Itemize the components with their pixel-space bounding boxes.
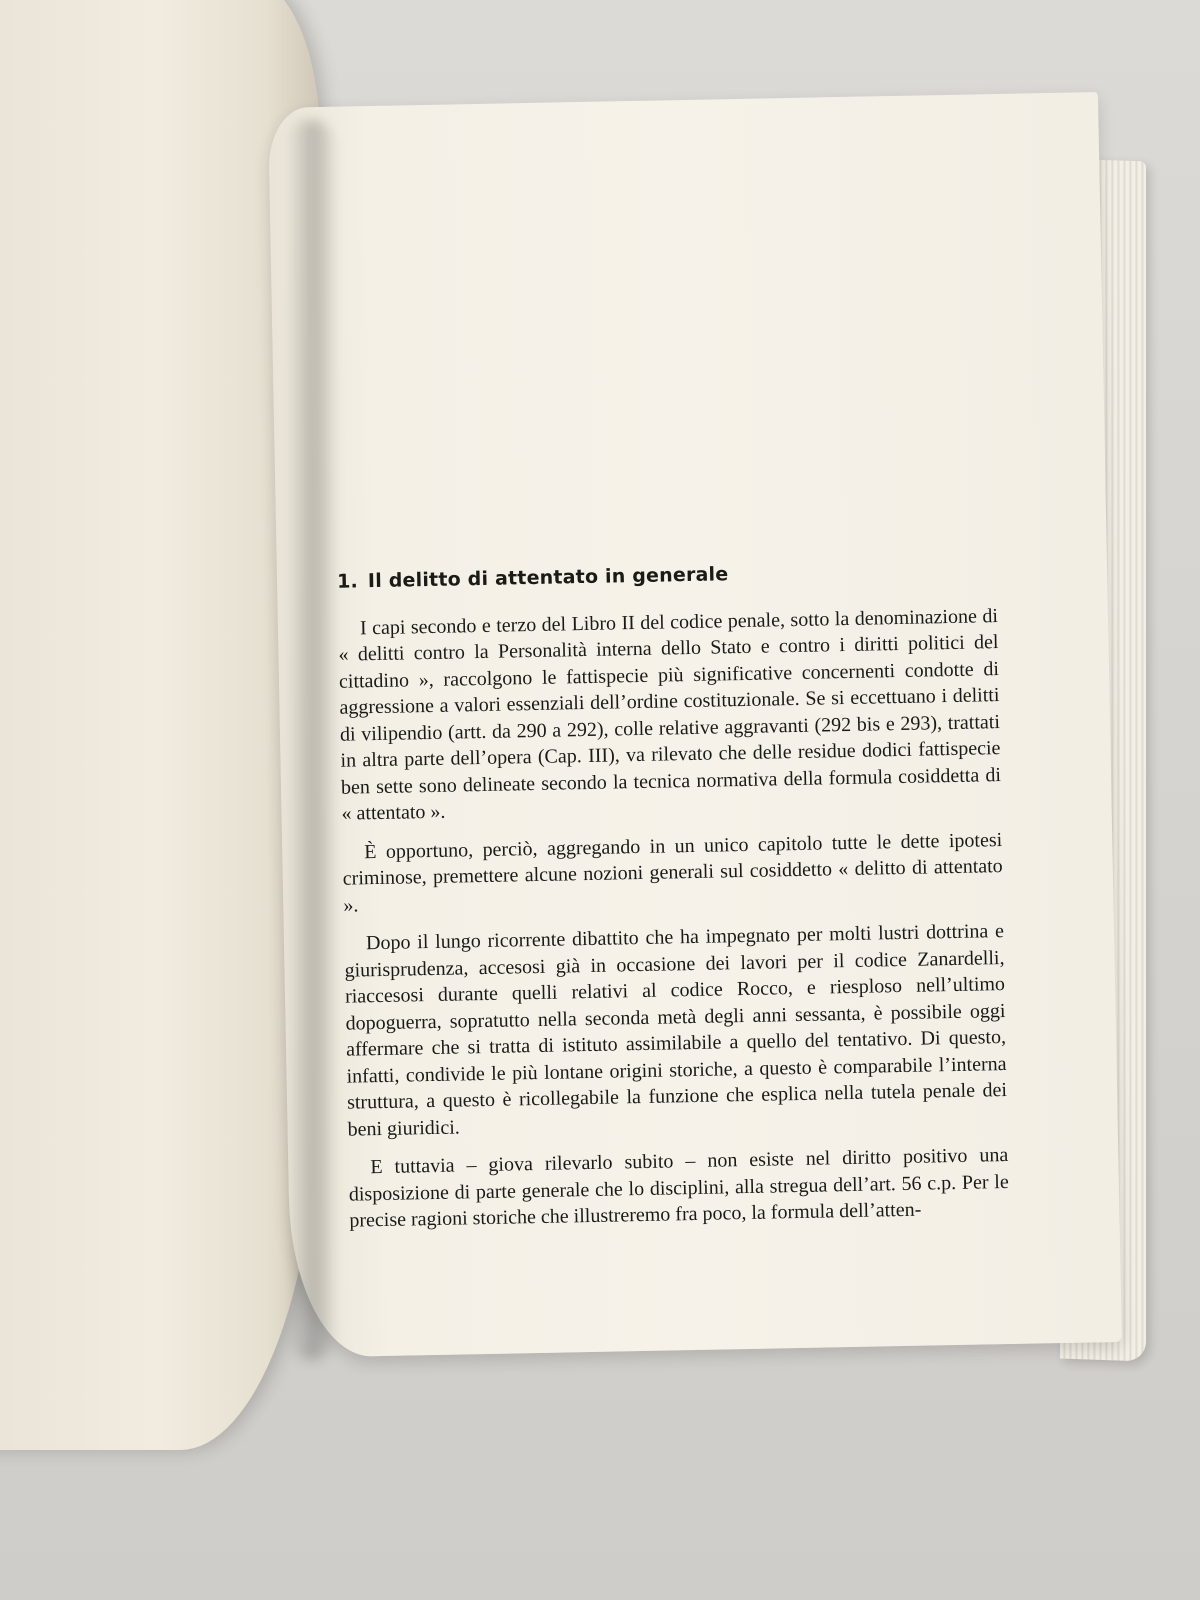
section-number: 1. (336, 570, 359, 593)
paragraph-3: Dopo il lungo ricorrente dibattito che ha impegnato per molti lustri dottrina e giurisprudenza, accesosi già in occasione dei lavori per il codice Zanardelli, riaccesosi durante quelli relativi al codice Rocco, e riesploso nell’ultimo dopoguerra, sopratutto nella seconda metà degli anni sessanta, è possibile oggi affermare che si tratta di istituto assimilabile a quello del tentativo. Di questo, infatti, condivide le più lontane origini storiche, a questo è comparabile l’interna struttura, a questo è ricollegabile la funzione che esplica nella tutela penale dei beni giuridici. (344, 920, 1008, 1141)
bleed-through-text (330, 204, 990, 217)
right-page (268, 92, 1122, 1358)
page-content (337, 556, 1010, 1246)
paragraph-1: I capi secondo e terzo del Libro II del codice penale, sotto la denominazione di « delitti contro la Personalità interna dello Stato e contro i diritti politici del cittadino », raccolgono le fattispecie più significative concernenti condotte di aggressione a valori essenziali dell’ordine costituzionale. Se si eccettuano i delitti di vilipendio (artt. da 290 a 292), colle relative aggravanti (292 bis e 293), trattati in altra parte dell’opera (Cap. III), va rilevato che delle residue dodici fattispecie ben sette sono delineate secondo la tecnica normativa della formula cosiddetta di « attentato ». (338, 604, 1002, 825)
paragraph-2: È opportuno, perciò, aggregando in un unico capitolo tutte le dette ipotesi criminose, premettere alcune nozioni generali sul cosiddetto « delitto di attentato ». (342, 828, 1003, 917)
book-gutter-shadow (288, 120, 334, 1360)
paragraph-4: E tuttavia – giova rilevarlo subito – non esiste nel diritto positivo una disposizione di parte generale che lo disciplini, alla stregua dell’art. 56 c.p. Per le precise ragioni storiche che illustreremo fra poco, la formula dell’atten- (348, 1143, 1009, 1232)
section-title: Il delitto di attentato in generale (367, 563, 729, 593)
left-page-bleed-through (0, 55, 300, 201)
section-heading (337, 556, 997, 595)
